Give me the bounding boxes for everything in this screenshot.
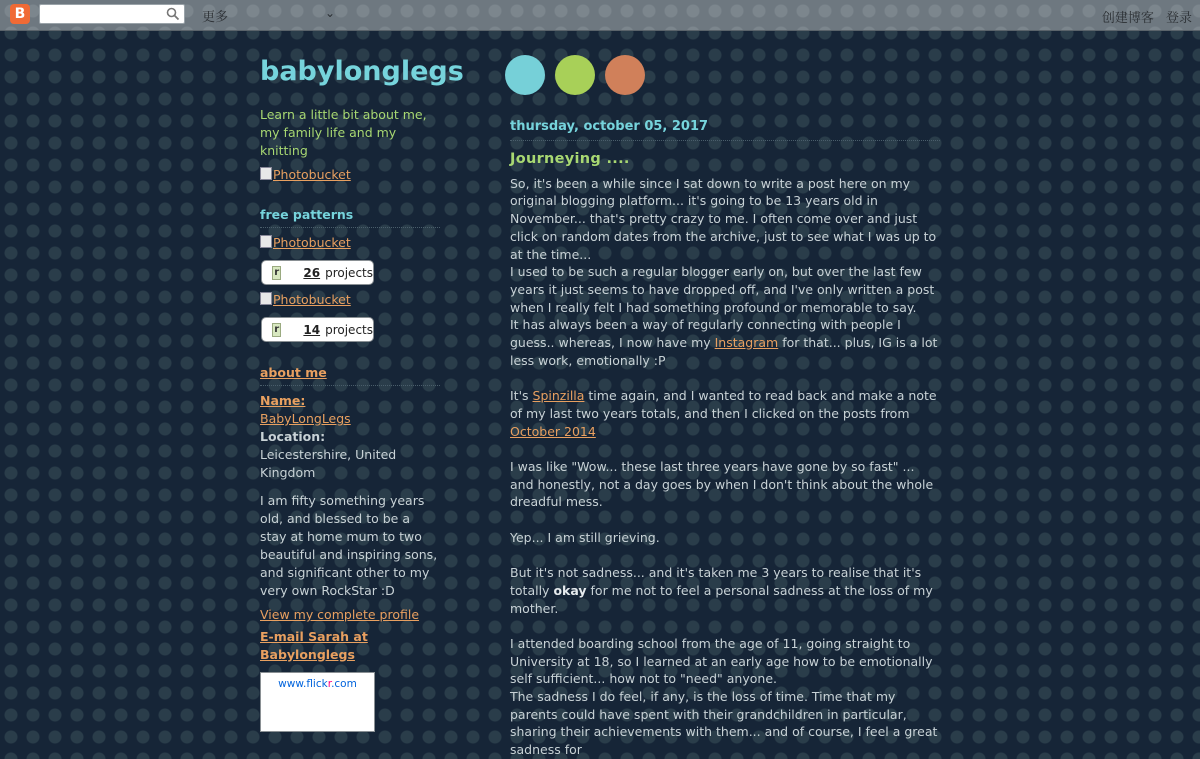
post-paragraph: The sadness I do feel, if any, is the loss of time. Time that my parents could have spent with their grandchildren in particular, sharing their achievements with them... and of course, I feel a great sadness for <box>510 689 938 758</box>
navbar-search-box[interactable] <box>39 4 185 24</box>
flickr-suffix: .com <box>331 678 357 690</box>
chevron-down-icon[interactable]: ⌄ <box>325 6 336 20</box>
post-paragraph: Yep... I am still grieving. <box>510 529 660 545</box>
photobucket-link-3[interactable] <box>260 291 440 309</box>
post-paragraph <box>510 564 940 617</box>
october-2014-link[interactable]: October 2014 <box>510 423 596 439</box>
ravelry-label-1: projects <box>325 265 373 280</box>
navbar-search-input[interactable] <box>44 7 168 25</box>
photobucket-label-3: Photobucket <box>273 292 351 307</box>
photobucket-label-2: Photobucket <box>273 235 351 250</box>
blog-description: Learn a little bit about me, my family life and my knitting <box>260 107 427 158</box>
post-text: It's <box>510 388 533 404</box>
profile-location-label: Location: <box>260 429 326 444</box>
flickr-prefix: www. <box>278 678 307 690</box>
post-paragraph: I used to be such a regular blogger early on, but over the last few years it just seems to have dropped off, and I've only written a post when I really felt I had something profound or memorable to say. <box>510 264 935 315</box>
broken-image-icon <box>260 235 272 248</box>
profile-name-link[interactable]: BabyLongLegs <box>260 411 351 426</box>
login-link[interactable]: 登录 <box>1165 11 1192 26</box>
main-content <box>510 118 940 759</box>
post-bold-text: okay <box>553 582 587 598</box>
blogger-logo-icon[interactable]: B <box>10 4 30 24</box>
photobucket-label-1: Photobucket <box>273 167 351 182</box>
blog-title[interactable]: babylonglegs <box>260 56 464 87</box>
ravelry-label-2: projects <box>325 322 373 337</box>
free-patterns-heading: free patterns <box>260 206 440 228</box>
navbar-more-menu[interactable]: 更多 <box>202 10 229 25</box>
ravelry-icon: r <box>272 266 281 280</box>
profile-name-label[interactable]: Name: <box>260 393 306 408</box>
photobucket-link-1[interactable] <box>260 166 440 184</box>
instagram-link[interactable]: Instagram <box>714 335 779 351</box>
email-link[interactable]: E-mail Sarah at Babylonglegs <box>260 629 368 662</box>
about-me-text: I am fifty something years old, and blessed to be a stay at home mum to two beautiful and inspiring sons, and significant other to my very own RockStar :D <box>260 493 438 598</box>
post-text: for me not to feel a personal sadness at the loss of my mother. <box>510 582 933 616</box>
flickr-brand-1: flick <box>306 678 328 690</box>
post-paragraph: I was like "Wow... these last three years have gone by so fast" ... and honestly, not a day goes by when I don't think about the whole dreadful mess. <box>510 458 934 510</box>
decoration-dot-green <box>555 55 595 95</box>
flickr-badge[interactable] <box>260 672 375 732</box>
post-text: It has always been a way of regularly connecting with people I guess.. whereas, I now have my <box>510 317 901 351</box>
about-me-heading[interactable]: about me <box>260 364 440 386</box>
post-paragraph <box>510 387 940 440</box>
photobucket-link-2[interactable] <box>260 234 440 252</box>
ravelry-icon: r <box>272 323 281 337</box>
post-title[interactable]: Journeying .... <box>510 150 630 167</box>
decoration-dot-teal <box>505 55 545 95</box>
decoration-dot-orange <box>605 55 645 95</box>
post-text: for that... plus, IG is a lot less work, emotionally :P <box>510 335 938 368</box>
post-paragraph <box>510 316 940 369</box>
broken-image-icon <box>260 292 272 305</box>
ravelry-count-2: 14 <box>303 322 321 337</box>
ravelry-badge-2[interactable] <box>261 317 374 342</box>
post-text: But it's not sadness... and it's taken me 3 years to realise that it's totally <box>510 565 922 598</box>
ravelry-count-1: 26 <box>303 265 321 280</box>
spinzilla-link[interactable]: Spinzilla <box>532 388 585 404</box>
post-paragraph: I attended boarding school from the age of 11, going straight to University at 18, so I learned at an early age how to be emotionally self sufficient... how not to "need" anyone. <box>510 635 933 687</box>
navbar-right-links <box>1094 7 1192 26</box>
post-body <box>510 175 940 759</box>
create-blog-link[interactable]: 创建博客 <box>1101 11 1154 26</box>
post-date-header: thursday, october 05, 2017 <box>510 118 940 141</box>
view-profile-link[interactable]: View my complete profile <box>260 607 420 622</box>
broken-image-icon <box>260 167 272 180</box>
blogger-navbar <box>0 0 1200 31</box>
post-paragraph: So, it's been a while since I sat down to write a post here on my original blogging platform... it's going to be 13 years old in November... that's pretty crazy to me. I often come over and just click on random dates from the archive, just to see what I was up to at the time... <box>510 175 937 262</box>
flickr-brand-2: r <box>327 678 332 690</box>
post-text: time again, and I wanted to read back and make a note of my last two years totals, and then I clicked on the posts from <box>510 388 937 421</box>
ravelry-badge-1[interactable] <box>261 260 374 285</box>
header-decoration-dots <box>505 55 645 95</box>
profile-location-value: Leicestershire, United Kingdom <box>260 447 397 480</box>
sidebar <box>260 106 440 732</box>
search-icon[interactable] <box>166 7 180 21</box>
